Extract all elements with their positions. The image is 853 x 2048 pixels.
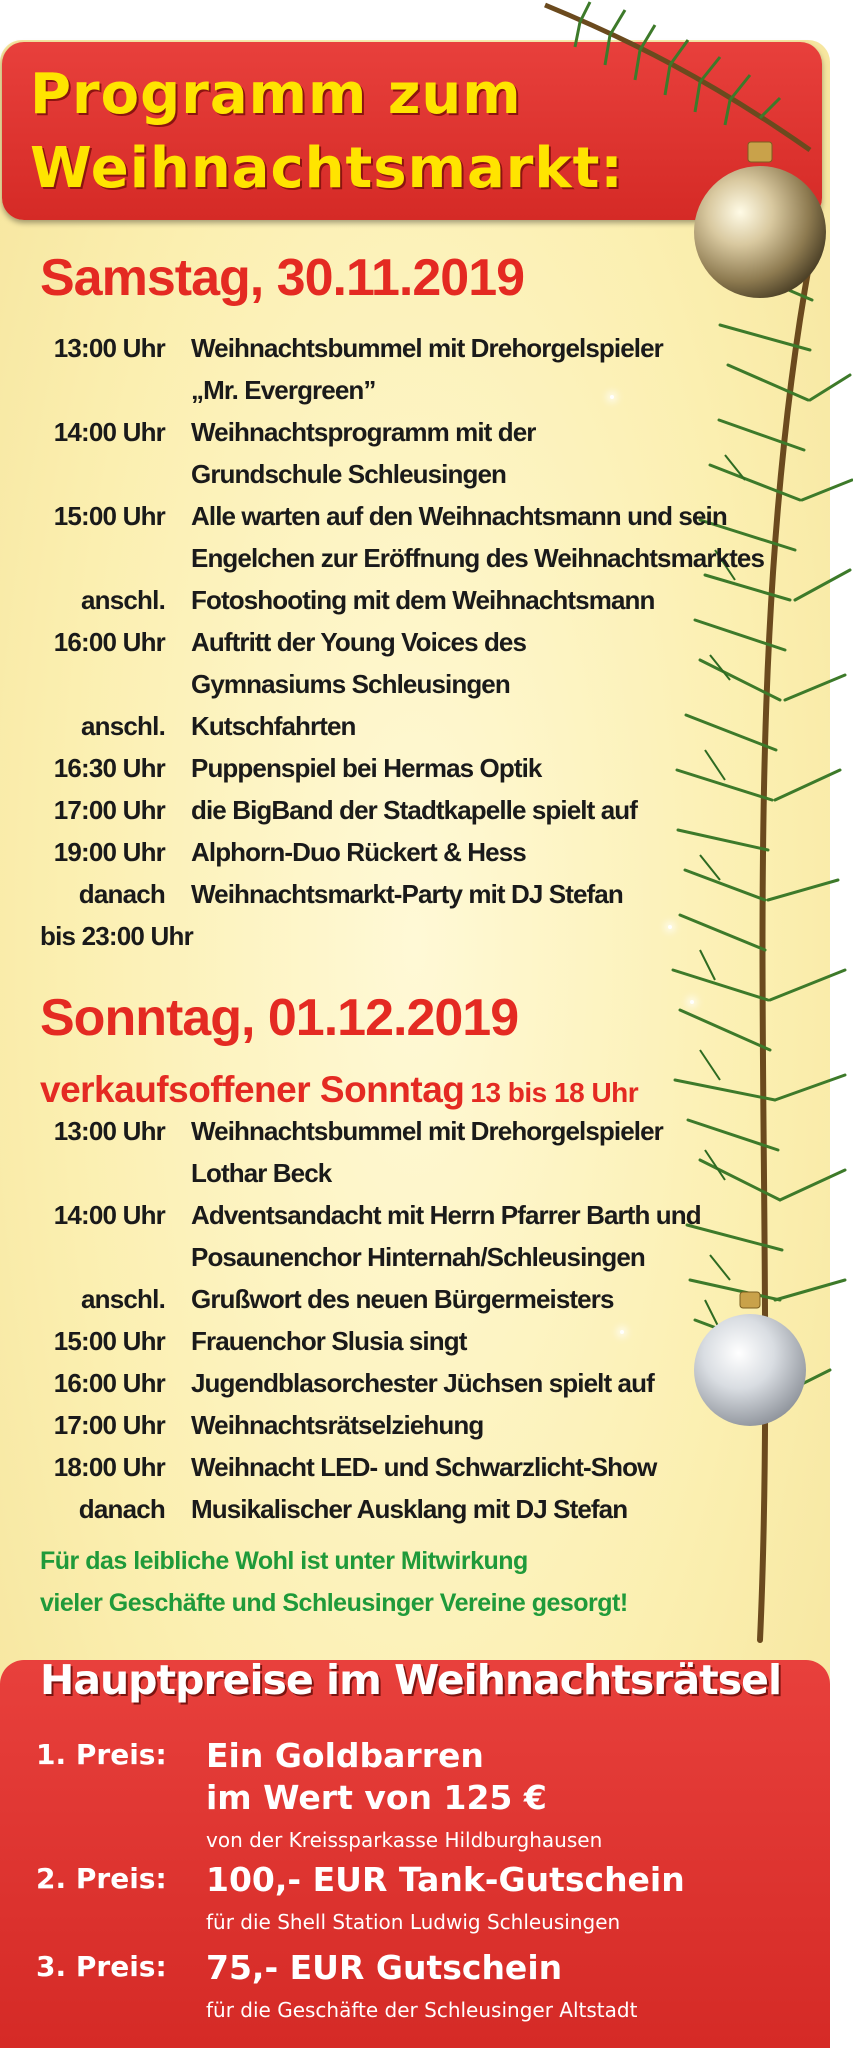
event-time: 14:00 Uhr bbox=[53, 416, 165, 447]
schedule-row bbox=[0, 453, 800, 495]
event-text: Engelchen zur Eröffnung des Weihnachtsmarktes bbox=[191, 542, 765, 573]
open-sunday-label: verkaufsoffener Sonntag bbox=[40, 1069, 465, 1110]
catering-note bbox=[40, 1540, 628, 1624]
schedule-row bbox=[0, 1362, 800, 1404]
event-text: Musikalischer Ausklang mit DJ Stefan bbox=[191, 1493, 628, 1524]
page-title bbox=[30, 58, 624, 206]
event-text: Weihnachtsrätselziehung bbox=[191, 1409, 484, 1440]
schedule-row bbox=[0, 831, 800, 873]
prize-description: 100,- EUR Tank-Gutschein bbox=[206, 1860, 685, 1899]
schedule-row bbox=[0, 495, 800, 537]
prize-description: 75,- EUR Gutschein bbox=[206, 1948, 563, 1987]
event-text: Adventsandacht mit Herrn Pfarrer Barth und bbox=[191, 1199, 701, 1230]
prize-line-2: im Wert von 125 € bbox=[206, 1778, 547, 1817]
event-text: Grundschule Schleusingen bbox=[191, 458, 507, 489]
event-time: 17:00 Uhr bbox=[53, 794, 165, 825]
schedule-row bbox=[0, 1194, 800, 1236]
schedule-row bbox=[0, 1110, 800, 1152]
event-text: Weihnachtsbummel mit Drehorgelspieler bbox=[191, 1115, 663, 1146]
schedule-row bbox=[0, 537, 800, 579]
event-text: Weihnacht LED- und Schwarzlicht-Show bbox=[191, 1451, 657, 1482]
gold-bauble-ornament bbox=[690, 140, 830, 310]
event-end-time: bis 23:00 Uhr bbox=[40, 920, 193, 951]
event-time: anschl. bbox=[81, 1283, 165, 1314]
sunday-schedule bbox=[0, 1110, 800, 1530]
event-time: 19:00 Uhr bbox=[53, 836, 165, 867]
catering-note-line-1: Für das leibliche Wohl ist unter Mitwirkung bbox=[40, 1547, 528, 1575]
event-text: Gymnasiums Schleusingen bbox=[191, 668, 510, 699]
catering-note-line-2: vieler Geschäfte und Schleusinger Vereine gesorgt! bbox=[40, 1589, 628, 1617]
event-text: „Mr. Evergreen” bbox=[191, 374, 376, 405]
event-text: Fotoshooting mit dem Weihnachtsmann bbox=[191, 584, 655, 615]
event-text: Kutschfahrten bbox=[191, 710, 356, 741]
event-text: Weihnachtsprogramm mit der bbox=[191, 416, 536, 447]
title-line-2: Weihnachtsmarkt: bbox=[30, 136, 624, 201]
schedule-row bbox=[0, 1488, 800, 1530]
schedule-row bbox=[0, 579, 800, 621]
event-text: Jugendblasorchester Jüchsen spielt auf bbox=[191, 1367, 654, 1398]
event-time: 16:30 Uhr bbox=[53, 752, 165, 783]
prizes-title: Hauptpreise im Weihnachtsrätsel bbox=[40, 1656, 781, 1704]
prize-sponsor: für die Shell Station Ludwig Schleusingen bbox=[206, 1910, 621, 1934]
top-fir-branch-illustration bbox=[540, 0, 820, 160]
event-text: Alle warten auf den Weihnachtsmann und sein bbox=[191, 500, 727, 531]
schedule-row bbox=[0, 327, 800, 369]
event-time: danach bbox=[78, 878, 165, 909]
schedule-row bbox=[0, 1236, 800, 1278]
schedule-row bbox=[0, 1152, 800, 1194]
event-time: anschl. bbox=[81, 710, 165, 741]
event-time: 15:00 Uhr bbox=[53, 500, 165, 531]
schedule-row bbox=[0, 747, 800, 789]
event-time: 17:00 Uhr bbox=[53, 1409, 165, 1440]
prize-sponsor: von der Kreissparkasse Hildburghausen bbox=[206, 1828, 603, 1852]
title-line-1: Programm zum bbox=[30, 62, 522, 127]
event-text: Puppenspiel bei Hermas Optik bbox=[191, 752, 542, 783]
event-time: 16:00 Uhr bbox=[53, 1367, 165, 1398]
event-time: 16:00 Uhr bbox=[53, 626, 165, 657]
prize-label: 2. Preis: bbox=[36, 1862, 167, 1895]
schedule-row bbox=[0, 1278, 800, 1320]
schedule-row bbox=[0, 1320, 800, 1362]
event-text: Posaunenchor Hinternah/Schleusingen bbox=[191, 1241, 645, 1272]
event-text: Alphorn-Duo Rückert & Hess bbox=[191, 836, 526, 867]
event-text: Auftritt der Young Voices des bbox=[191, 626, 527, 657]
prize-description bbox=[206, 1735, 547, 1819]
event-time: danach bbox=[78, 1493, 165, 1524]
event-text: Weihnachtsbummel mit Drehorgelspieler bbox=[191, 332, 663, 363]
event-time: 13:00 Uhr bbox=[53, 1115, 165, 1146]
prize-sponsor: für die Geschäfte der Schleusinger Altstadt bbox=[206, 1998, 638, 2022]
event-time: 15:00 Uhr bbox=[53, 1325, 165, 1356]
schedule-row-until bbox=[0, 915, 800, 957]
prize-line-1: Ein Goldbarren bbox=[206, 1736, 484, 1775]
prizes-panel bbox=[0, 1660, 830, 2048]
saturday-schedule bbox=[0, 327, 800, 957]
event-text: Frauenchor Slusia singt bbox=[191, 1325, 467, 1356]
event-text: Grußwort des neuen Bürgermeisters bbox=[191, 1283, 614, 1314]
event-time: 18:00 Uhr bbox=[53, 1451, 165, 1482]
prize-label: 3. Preis: bbox=[36, 1950, 167, 1983]
sunday-subheading bbox=[40, 1068, 638, 1115]
schedule-row bbox=[0, 621, 800, 663]
event-time: anschl. bbox=[81, 584, 165, 615]
schedule-row bbox=[0, 1404, 800, 1446]
schedule-row bbox=[0, 789, 800, 831]
event-text: Lothar Beck bbox=[191, 1157, 332, 1188]
event-time: 14:00 Uhr bbox=[53, 1199, 165, 1230]
event-text: Weihnachtsmarkt-Party mit DJ Stefan bbox=[191, 878, 623, 909]
opening-hours: 13 bis 18 Uhr bbox=[470, 1077, 639, 1108]
saturday-heading: Samstag, 30.11.2019 bbox=[40, 249, 525, 307]
event-time: 13:00 Uhr bbox=[53, 332, 165, 363]
prize-label: 1. Preis: bbox=[36, 1738, 167, 1771]
schedule-row bbox=[0, 369, 800, 411]
schedule-row bbox=[0, 411, 800, 453]
sunday-heading: Sonntag, 01.12.2019 bbox=[40, 989, 519, 1047]
schedule-row bbox=[0, 1446, 800, 1488]
schedule-row bbox=[0, 705, 800, 747]
event-text: die BigBand der Stadtkapelle spielt auf bbox=[191, 794, 638, 825]
schedule-row bbox=[0, 663, 800, 705]
schedule-row bbox=[0, 873, 800, 915]
